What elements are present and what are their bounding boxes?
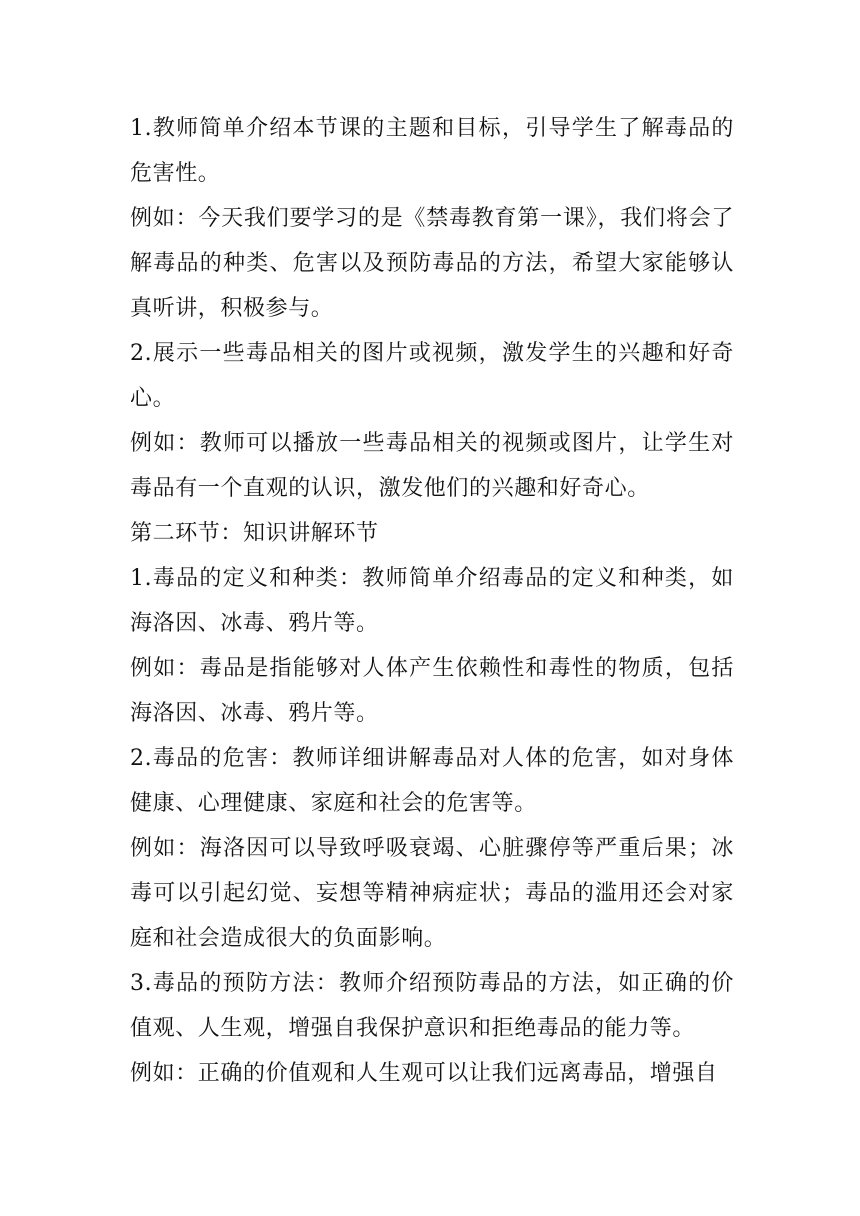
paragraph-example-4: 例如：海洛因可以导致呼吸衰竭、心脏骤停等严重后果；冰毒可以引起幻觉、妄想等精神病症状；毒品的滥用还会对家庭和社会造成很大的负面影响。 (130, 836, 734, 951)
paragraph-example-2: 例如：教师可以播放一些毒品相关的视频或图片，让学生对毒品有一个直观的认识，激发他们的兴趣和好奇心。 (130, 431, 734, 501)
paragraph-knowledge-2: 2.毒品的危害：教师详细讲解毒品对人体的危害，如对身体健康、心理健康、家庭和社会的危害等。 (130, 746, 734, 816)
paragraph-knowledge-1: 1.毒品的定义和种类：教师简单介绍毒品的定义和种类，如海洛因、冰毒、鸦片等。 (130, 566, 734, 636)
paragraph-example-3: 例如：毒品是指能够对人体产生依赖性和毒性的物质，包括海洛因、冰毒、鸦片等。 (130, 656, 734, 726)
paragraph-intro-step-1: 1.教师简单介绍本节课的主题和目标，引导学生了解毒品的危害性。 (130, 116, 734, 186)
paragraph-knowledge-3: 3.毒品的预防方法：教师介绍预防毒品的方法，如正确的价值观、人生观，增强自我保护意识和拒绝毒品的能力等。 (130, 971, 734, 1041)
section-heading: 第二环节：知识讲解环节 (130, 521, 379, 546)
paragraph-example-1: 例如：今天我们要学习的是《禁毒教育第一课》，我们将会了解毒品的种类、危害以及预防毒品的方法，希望大家能够认真听讲，积极参与。 (130, 206, 734, 321)
paragraph-example-5: 例如：正确的价值观和人生观可以让我们远离毒品，增强自 (130, 1061, 718, 1086)
paragraph-intro-step-2: 2.展示一些毒品相关的图片或视频，激发学生的兴趣和好奇心。 (130, 341, 734, 411)
document-body (130, 106, 734, 1096)
